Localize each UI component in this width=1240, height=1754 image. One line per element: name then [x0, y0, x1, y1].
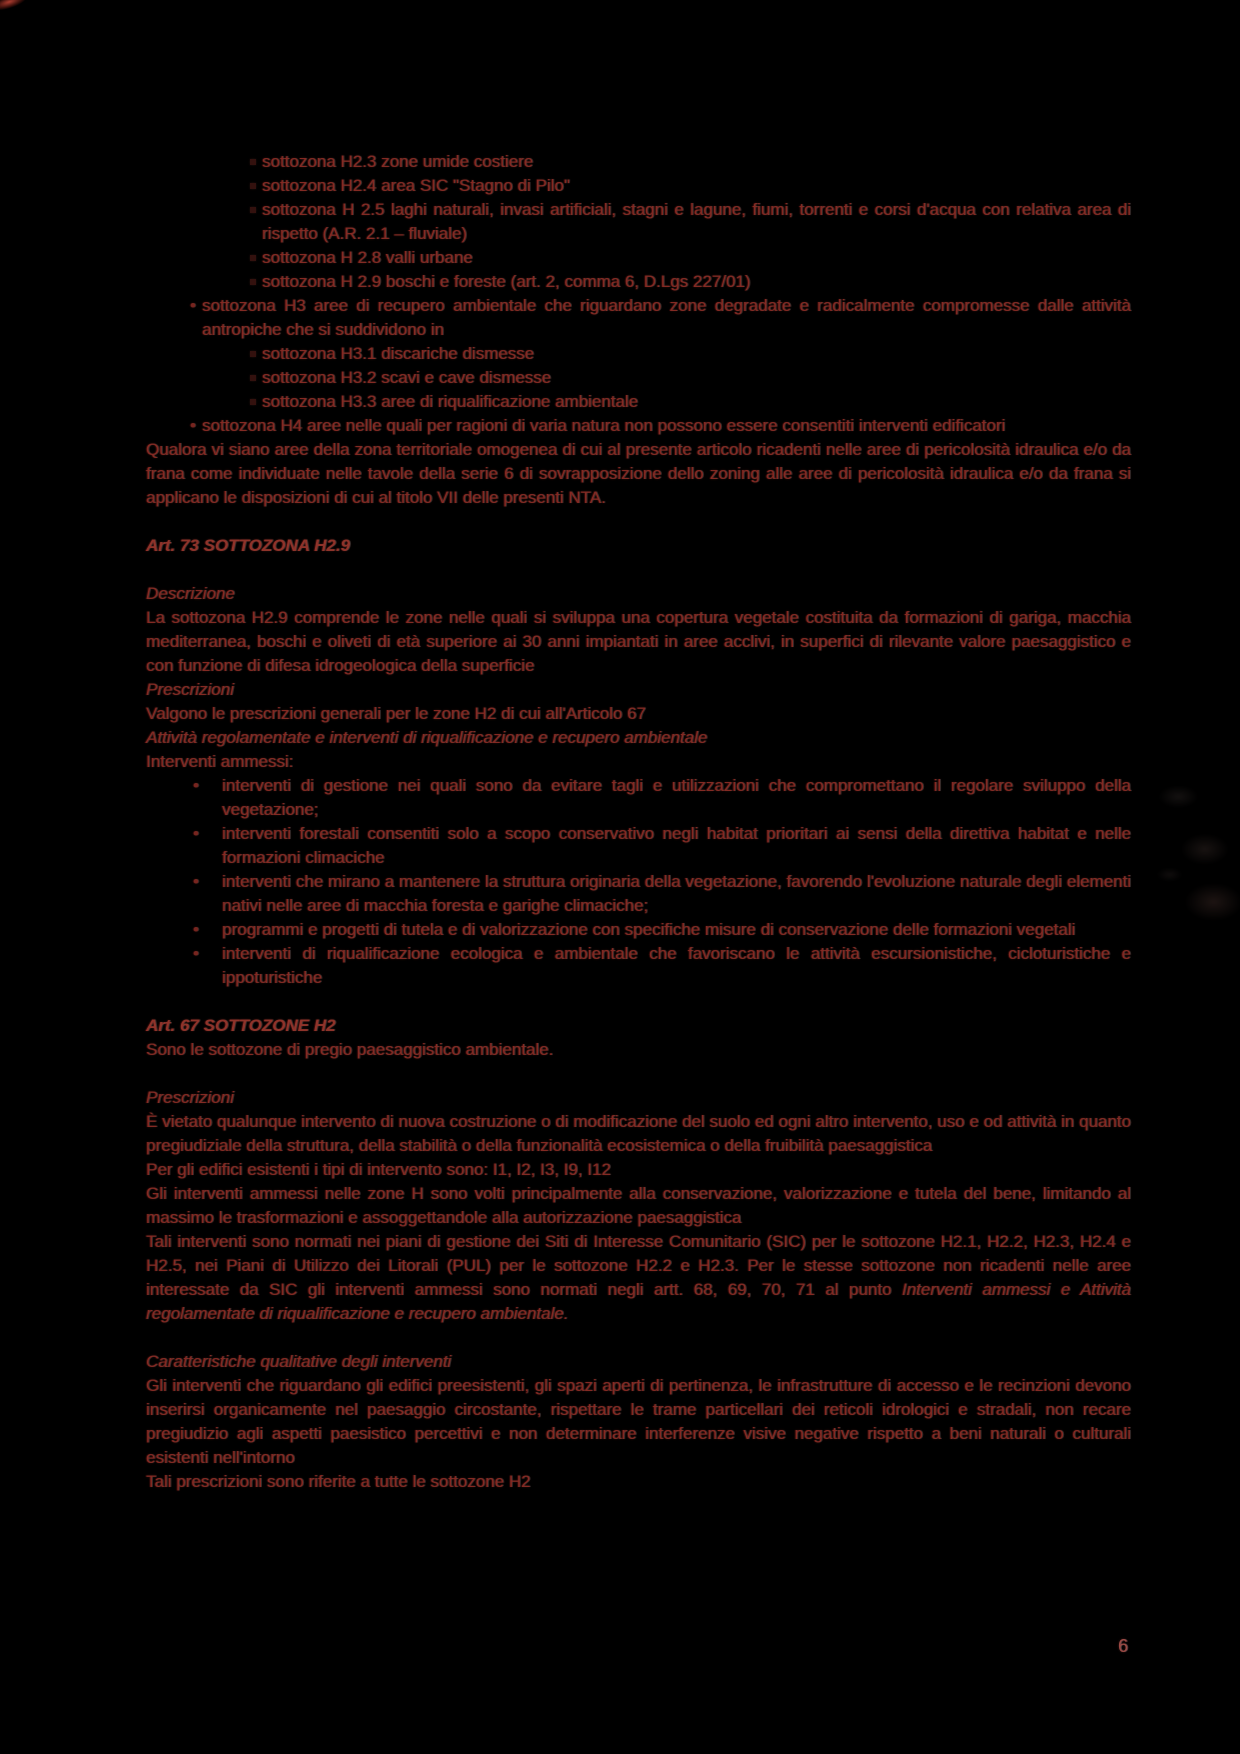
text-line — [146, 1038, 1131, 1062]
text-line — [146, 750, 1131, 774]
text-content: sottozona H2.4 area SIC "Stagno di Pilo" — [262, 176, 570, 195]
list-item — [146, 774, 1131, 822]
sublist-item — [146, 150, 1131, 174]
bullet-square-icon — [250, 399, 256, 405]
paragraph — [146, 1110, 1131, 1158]
sublist-item — [146, 198, 1131, 246]
text-content: Prescrizioni — [146, 1088, 234, 1107]
article-heading — [146, 534, 1131, 558]
bullet-square-icon — [250, 183, 256, 189]
text-content: interventi di gestione nei quali sono da evitare tagli e utilizzazioni che compromettano il regolare sviluppo della vegetazione; — [222, 776, 1131, 819]
text-content: Art. 67 SOTTOZONE H2 — [146, 1016, 336, 1035]
bullet-dot-icon: • — [193, 872, 199, 891]
text-content: Interventi ammessi: — [146, 752, 294, 771]
text-content: Gli interventi ammessi nelle zone H sono volti principalmente alla conservazione, valorizzazione e tutela del bene, limitando al massimo le trasformazioni e assoggettandole alla autorizzazione paesaggistica — [146, 1184, 1131, 1227]
text-content: interventi forestali consentiti solo a scopo conservativo negli habitat prioritari ai sensi della direttiva habitat e nelle formazioni climaciche — [222, 824, 1131, 867]
bullet-square-icon — [250, 351, 256, 357]
paragraph — [146, 1182, 1131, 1230]
sublist-item — [146, 390, 1131, 414]
text-content: sottozona H4 aree nelle quali per ragioni di varia natura non possono essere consentiti interventi edificatori — [202, 416, 1006, 435]
sublist-item — [146, 342, 1131, 366]
sublist-item — [146, 366, 1131, 390]
text-content: interventi che mirano a mantenere la struttura originaria della vegetazione, favorendo l'evoluzione naturale degli elementi nativi nelle aree di macchia foresta e garighe climaciche; — [222, 872, 1131, 915]
text-content: Art. 73 SOTTOZONA H2.9 — [146, 536, 351, 555]
scan-smudge — [1152, 742, 1240, 937]
paragraph — [146, 1374, 1131, 1470]
italic-label — [146, 678, 1131, 702]
page-number: 6 — [1118, 1636, 1129, 1656]
paragraph — [146, 438, 1131, 510]
bullet-square-icon — [250, 255, 256, 261]
paragraph — [146, 1230, 1131, 1326]
text-content: Tali prescrizioni sono riferite a tutte le sottozone H2 — [146, 1472, 531, 1491]
text-content: sottozona H3.3 aree di riqualificazione ambientale — [262, 392, 639, 411]
text-content: Attività regolamentate e interventi di riqualificazione e recupero ambientale — [146, 728, 708, 747]
bullet-square-icon — [250, 279, 256, 285]
text-content: sottozona H3 aree di recupero ambientale che riguardano zone degradate e radicalmente compromesse dalle attività antropiche che si suddividono in — [202, 296, 1131, 339]
text-line — [146, 1470, 1131, 1494]
bullet-square-icon — [250, 207, 256, 213]
bullet-dot-icon: • — [193, 824, 199, 843]
list-item — [146, 414, 1131, 438]
text-content: programmi e progetti di tutela e di valorizzazione con specifiche misure di conservazione delle formazioni vegetali — [222, 920, 1076, 939]
text-content: È vietato qualunque intervento di nuova costruzione o di modificazione del suolo ed ogni altro intervento, uso e od attività in quanto pregiudiziale della struttura, della stabilità o della funzionalità ecosistemica o della fruibilità paesaggistica — [146, 1112, 1131, 1155]
bullet-dot-icon: • — [193, 776, 199, 795]
text-line — [146, 702, 1131, 726]
text-content: sottozona H3.2 scavi e cave dismesse — [262, 368, 552, 387]
text-content: sottozona H3.1 discariche dismesse — [262, 344, 535, 363]
list-item — [146, 294, 1131, 342]
sublist-item — [146, 246, 1131, 270]
scan-speck — [0, 0, 28, 11]
list-item — [146, 942, 1131, 990]
bullet-square-icon — [250, 159, 256, 165]
text-content: Per gli edifici esistenti i tipi di intervento sono: I1, I2, I3, I9, I12 — [146, 1160, 611, 1179]
bullet-dot-icon: • — [190, 296, 196, 315]
paragraph — [146, 606, 1131, 678]
text-content: Tali interventi sono normati nei piani di gestione dei Siti di Interesse Comunitario (SIC) per le sottozone H2.1, H2.2, H2.3, H2.4 e H2.5, nei Piani di Utilizzo dei Litorali (PUL) per le sottozone H2.2 e H2.3. Per le stesse sottozone non ricadenti nelle aree interessate da SIC gli interventi ammessi sono normati negli artt. 68, 69, 70, 71 al punto — [146, 1232, 1131, 1299]
text-content: sottozona H 2.5 laghi naturali, invasi artificiali, stagni e lagune, fiumi, torrenti e corsi d'acqua con relativa area di rispetto (A.R. 2.1 – fluviale) — [262, 200, 1131, 243]
text-content: Qualora vi siano aree della zona territoriale omogenea di cui al presente articolo ricadenti nelle aree di pericolosità idraulica e/o da frana come individuate nelle tavole della serie 6 di sovrapposizione dello zoning alle aree di pericolosità idraulica e/o da frana si applicano le disposizioni di cui al titolo VII delle presenti NTA. — [146, 440, 1131, 507]
text-content: sottozona H 2.8 valli urbane — [262, 248, 473, 267]
text-content: Sono le sottozone di pregio paesaggistico ambientale. — [146, 1040, 554, 1059]
bullet-square-icon — [250, 375, 256, 381]
list-item — [146, 822, 1131, 870]
bullet-dot-icon: • — [193, 944, 199, 963]
italic-label — [146, 726, 1131, 750]
italic-label — [146, 1086, 1131, 1110]
text-content: La sottozona H2.9 comprende le zone nelle quali si sviluppa una copertura vegetale costituita da formazioni di gariga, macchia mediterranea, boschi e oliveti di età superiore ai 30 anni impiantati in aree acclivi, in superfici di rilevante valore paesaggistico e con funzione di difesa idrogeologica della superficie — [146, 608, 1131, 675]
italic-text-segment: Interventi ammessi e Attività regolamentate di riqualificazione e recupero ambientale. — [146, 1280, 1131, 1323]
sublist-item — [146, 270, 1131, 294]
text-content: sottozona H2.3 zone umide costiere — [262, 152, 534, 171]
text-content: sottozona H 2.9 boschi e foreste (art. 2, comma 6, D.Lgs 227/01) — [262, 272, 751, 291]
document-page-text — [146, 150, 1131, 1494]
text-line — [146, 1158, 1131, 1182]
italic-label — [146, 1350, 1131, 1374]
text-content: Valgono le prescrizioni generali per le zone H2 di cui all'Articolo 67 — [146, 704, 646, 723]
text-content: Descrizione — [146, 584, 235, 603]
list-item — [146, 918, 1131, 942]
text-content: Caratteristiche qualitative degli interventi — [146, 1352, 452, 1371]
sublist-item — [146, 174, 1131, 198]
text-content: interventi di riqualificazione ecologica e ambientale che favoriscano le attività escursionistiche, cicloturistiche e ippoturistiche — [222, 944, 1131, 987]
italic-label — [146, 582, 1131, 606]
text-content: Gli interventi che riguardano gli edifici preesistenti, gli spazi aperti di pertinenza, le infrastrutture di accesso e le recinzioni devono inserirsi organicamente nel paesaggio circostante, rispettare le trame particellari dei reticoli idrologici e stradali, non recare pregiudizio agli aspetti paesistico percettivi e non determinare interferenze visive negative rispetto a beni naturali o culturali esistenti nell'intorno — [146, 1376, 1131, 1467]
list-item — [146, 870, 1131, 918]
bullet-dot-icon: • — [193, 920, 199, 939]
article-heading — [146, 1014, 1131, 1038]
text-content: Prescrizioni — [146, 680, 234, 699]
bullet-dot-icon: • — [190, 416, 196, 435]
